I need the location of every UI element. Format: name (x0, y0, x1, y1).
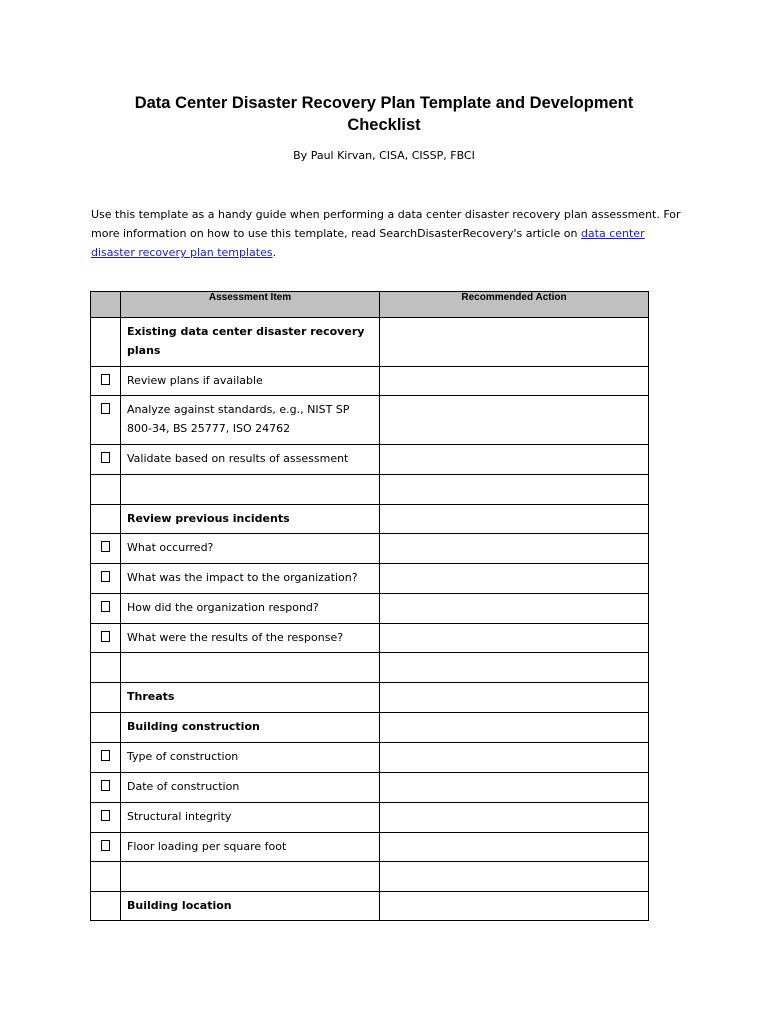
assessment-item-cell (121, 475, 380, 505)
assessment-item-cell: Floor loading per square foot (121, 833, 380, 862)
assessment-item-cell: Review plans if available (121, 367, 380, 396)
document-title (90, 92, 678, 136)
header-checkbox-column (91, 292, 121, 318)
checkbox-cell (91, 713, 121, 743)
intro-paragraph (91, 205, 691, 262)
checkbox-icon[interactable] (101, 541, 110, 552)
table-row (91, 683, 649, 713)
assessment-table (90, 291, 649, 921)
assessment-item-cell: Analyze against standards, e.g., NIST SP 800-34, BS 25777, ISO 24762 (121, 396, 380, 445)
checkbox-cell (91, 445, 121, 475)
recommended-action-cell[interactable] (380, 773, 649, 803)
recommended-action-cell[interactable] (380, 892, 649, 921)
assessment-item-cell: What were the results of the response? (121, 624, 380, 653)
assessment-item-cell: How did the organization respond? (121, 594, 380, 624)
checkbox-icon[interactable] (101, 374, 110, 385)
checkbox-icon[interactable] (101, 810, 110, 821)
table-row (91, 803, 649, 833)
recommended-action-cell[interactable] (380, 743, 649, 773)
intro-end: . (272, 246, 277, 259)
recommended-action-cell[interactable] (380, 862, 649, 892)
checkbox-cell (91, 773, 121, 803)
checkbox-cell (91, 624, 121, 653)
title-line-2: Checklist (347, 116, 421, 134)
assessment-item-cell (121, 653, 380, 683)
checkbox-cell (91, 564, 121, 594)
table-row (91, 445, 649, 475)
checkbox-cell (91, 653, 121, 683)
checkbox-cell (91, 396, 121, 445)
assessment-item-cell: What was the impact to the organization? (121, 564, 380, 594)
checkbox-cell (91, 594, 121, 624)
table-row (91, 396, 649, 445)
recommended-action-cell[interactable] (380, 564, 649, 594)
recommended-action-cell[interactable] (380, 594, 649, 624)
checkbox-cell (91, 534, 121, 564)
table-row (91, 475, 649, 505)
table-row (91, 773, 649, 803)
table-row (91, 318, 649, 367)
table-row (91, 564, 649, 594)
checkbox-icon[interactable] (101, 780, 110, 791)
recommended-action-cell[interactable] (380, 534, 649, 564)
checkbox-cell (91, 743, 121, 773)
recommended-action-cell[interactable] (380, 803, 649, 833)
table-row (91, 862, 649, 892)
checkbox-cell (91, 892, 121, 921)
section-heading-cell: Building location (121, 892, 380, 921)
recommended-action-cell[interactable] (380, 505, 649, 534)
recommended-action-cell[interactable] (380, 367, 649, 396)
recommended-action-cell[interactable] (380, 396, 649, 445)
table-row (91, 624, 649, 653)
checkbox-cell (91, 318, 121, 367)
checkbox-icon[interactable] (101, 840, 110, 851)
recommended-action-cell[interactable] (380, 624, 649, 653)
checkbox-cell (91, 862, 121, 892)
assessment-item-cell (121, 862, 380, 892)
checkbox-cell (91, 833, 121, 862)
table-row (91, 594, 649, 624)
recommended-action-cell[interactable] (380, 833, 649, 862)
table-row (91, 713, 649, 743)
recommended-action-cell[interactable] (380, 445, 649, 475)
recommended-action-cell[interactable] (380, 653, 649, 683)
assessment-item-cell: Validate based on results of assessment (121, 445, 380, 475)
table-row (91, 833, 649, 862)
table-row (91, 367, 649, 396)
table-body (91, 318, 649, 921)
header-assessment-item: Assessment Item (121, 292, 380, 318)
checkbox-icon[interactable] (101, 631, 110, 642)
table-row (91, 892, 649, 921)
recommended-action-cell[interactable] (380, 475, 649, 505)
table-row (91, 534, 649, 564)
table-row (91, 743, 649, 773)
article-link[interactable]: data center disaster recovery plan templates (91, 227, 645, 259)
checkbox-icon[interactable] (101, 452, 110, 463)
checkbox-icon[interactable] (101, 750, 110, 761)
checkbox-cell (91, 475, 121, 505)
table-header-row (91, 292, 649, 318)
assessment-item-cell: What occurred? (121, 534, 380, 564)
section-heading-cell: Existing data center disaster recovery plans (121, 318, 380, 367)
recommended-action-cell[interactable] (380, 713, 649, 743)
assessment-item-cell: Date of construction (121, 773, 380, 803)
recommended-action-cell[interactable] (380, 683, 649, 713)
table-row (91, 653, 649, 683)
assessment-item-cell: Type of construction (121, 743, 380, 773)
checkbox-icon[interactable] (101, 571, 110, 582)
checkbox-cell (91, 683, 121, 713)
checkbox-icon[interactable] (101, 601, 110, 612)
recommended-action-cell[interactable] (380, 318, 649, 367)
section-heading-cell: Threats (121, 683, 380, 713)
byline: By Paul Kirvan, CISA, CISSP, FBCI (293, 149, 475, 162)
section-heading-cell: Review previous incidents (121, 505, 380, 534)
checkbox-cell (91, 367, 121, 396)
checkbox-cell (91, 803, 121, 833)
section-heading-cell: Building construction (121, 713, 380, 743)
title-line-1: Data Center Disaster Recovery Plan Template and Development (134, 94, 634, 112)
checkbox-icon[interactable] (101, 403, 110, 414)
assessment-item-cell: Structural integrity (121, 803, 380, 833)
intro-text: Use this template as a handy guide when performing a data center disaster recovery plan assessment. For more information on how to use this template, read SearchDisasterRecovery's article on (91, 208, 681, 240)
header-recommended-action: Recommended Action (380, 292, 649, 318)
checkbox-cell (91, 505, 121, 534)
table-row (91, 505, 649, 534)
